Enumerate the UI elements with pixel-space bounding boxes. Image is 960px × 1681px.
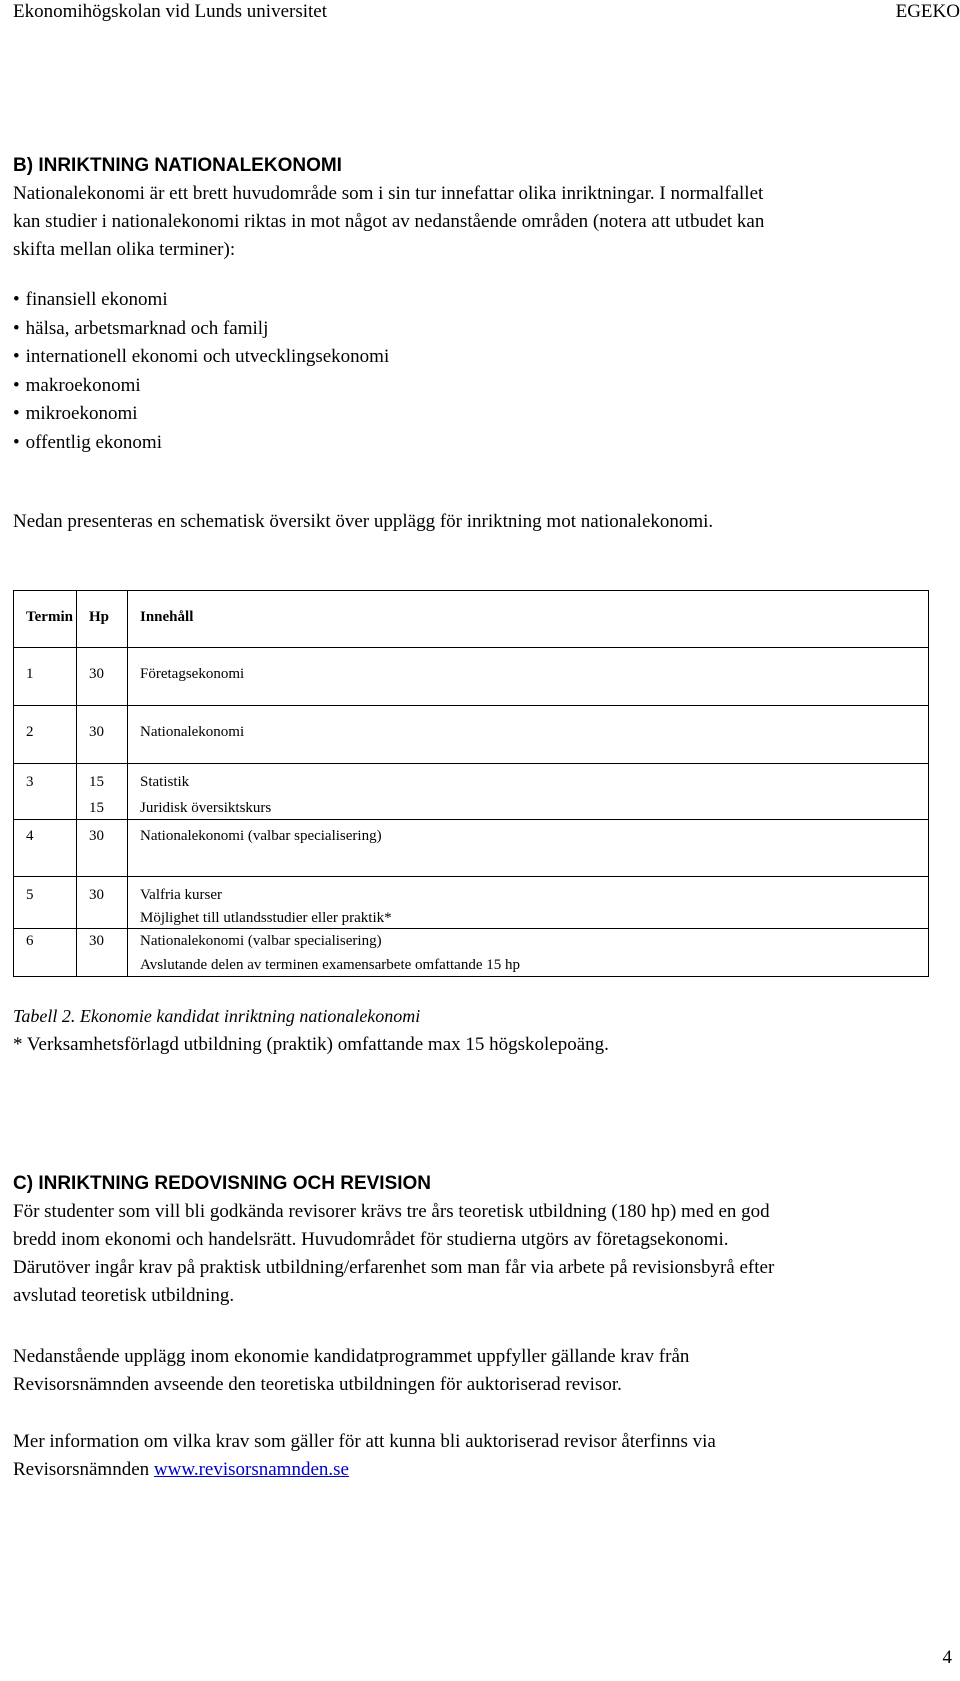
section-c-title: C) INRIKTNING REDOVISNING OCH REVISION [13,1173,432,1194]
section-c-para1-line-3: Därutöver ingår krav på praktisk utbildning/erfarenhet som man får via arbete på revisionsbyrå efter [13,1257,775,1278]
row-termin: 4 [26,828,34,844]
row-content: Avslutande delen av terminen examensarbete omfattande 15 hp [140,957,520,973]
row-termin: 1 [26,666,34,682]
section-c-para3-prefix: Revisorsnämnden [13,1459,154,1480]
row-content: Statistik [140,774,190,790]
list-item: • hälsa, arbetsmarknad och familj [13,315,948,344]
section-c-para1-line-4: avslutad teoretisk utbildning. [13,1285,235,1306]
row-termin: 6 [26,933,34,949]
table-row [14,877,929,929]
section-c-para2-line-1: Nedanstående upplägg inom ekonomie kandidatprogrammet uppfyller gällande krav från [13,1346,690,1367]
row-content: Nationalekonomi [140,724,245,740]
row-content: Möjlighet till utlandsstudier eller praktik* [140,910,392,926]
section-b-intro-line-1: Nationalekonomi är ett brett huvudområde som i sin tur innefattar olika inriktningar. I normalfallet [13,183,764,204]
row-hp: 30 [89,887,104,903]
section-c-para3-line-1: Mer information om vilka krav som gäller för att kunna bli auktoriserad revisor återfinns via [13,1431,716,1452]
row-content: Juridisk översiktskurs [140,800,272,816]
section-b-intro-line-2: kan studier i nationalekonomi riktas in mot något av nedanstående områden (notera att utbudet kan [13,211,765,232]
revisorsnamnden-link[interactable]: www.revisorsnamnden.se [153,1459,349,1480]
row-hp: 30 [89,933,104,949]
section-c-para2-line-2: Revisorsnämnden avseende den teoretiska utbildningen för auktoriserad revisor. [13,1374,622,1395]
focus-area-list [13,286,948,458]
row-content: Företagsekonomi [140,666,245,682]
row-content: Nationalekonomi (valbar specialisering) [140,828,382,844]
row-hp: 30 [89,828,104,844]
section-b [13,152,948,264]
header-program-code: EGEKO [895,1,960,22]
list-item: • internationell ekonomi och utvecklingsekonomi [13,343,948,372]
page-number: 4 [942,1647,952,1668]
table-header-row [14,591,929,648]
row-hp: 15 [89,800,104,816]
row-hp: 30 [89,666,104,682]
table-row [14,764,929,820]
row-hp: 15 [89,774,104,790]
program-table [13,590,929,977]
list-item: • makroekonomi [13,372,948,401]
section-c-para1-line-2: bredd inom ekonomi och handelsrätt. Huvudområdet för studierna utgörs av företagsekonomi. [13,1229,729,1250]
header-institution: Ekonomihögskolan vid Lunds universitet [13,1,328,22]
table-row [14,706,929,764]
overview-text: Nedan presenteras en schematisk översikt över upplägg för inriktning mot nationalekonomi. [13,511,714,532]
table-row [14,929,929,977]
list-item: • finansiell ekonomi [13,286,948,315]
table-footnote: * Verksamhetsförlagd utbildning (praktik) omfattande max 15 högskolepoäng. [13,1034,609,1055]
page-header [13,0,960,26]
header-hp: Hp [89,609,110,625]
section-c-para1-line-1: För studenter som vill bli godkända revisorer krävs tre års teoretisk utbildning (180 hp) med en god [13,1201,770,1222]
section-c-para3-line-2 [13,1456,948,1484]
section-b-intro-line-3: skifta mellan olika terminer): [13,239,236,260]
row-hp: 30 [89,724,104,740]
header-termin: Termin [26,609,73,625]
table-row [14,648,929,706]
row-termin: 5 [26,887,34,903]
row-content: Valfria kurser [140,887,223,903]
section-c [13,1170,948,1310]
row-termin: 2 [26,724,34,740]
list-item: • mikroekonomi [13,400,948,429]
row-termin: 3 [26,774,34,790]
row-content: Nationalekonomi (valbar specialisering) [140,933,382,949]
list-item: • offentlig ekonomi [13,429,948,458]
table-caption: Tabell 2. Ekonomie kandidat inriktning nationalekonomi [13,1006,421,1026]
header-innehall: Innehåll [140,609,194,625]
section-b-title: B) INRIKTNING NATIONALEKONOMI [13,155,342,176]
table-row [14,820,929,877]
